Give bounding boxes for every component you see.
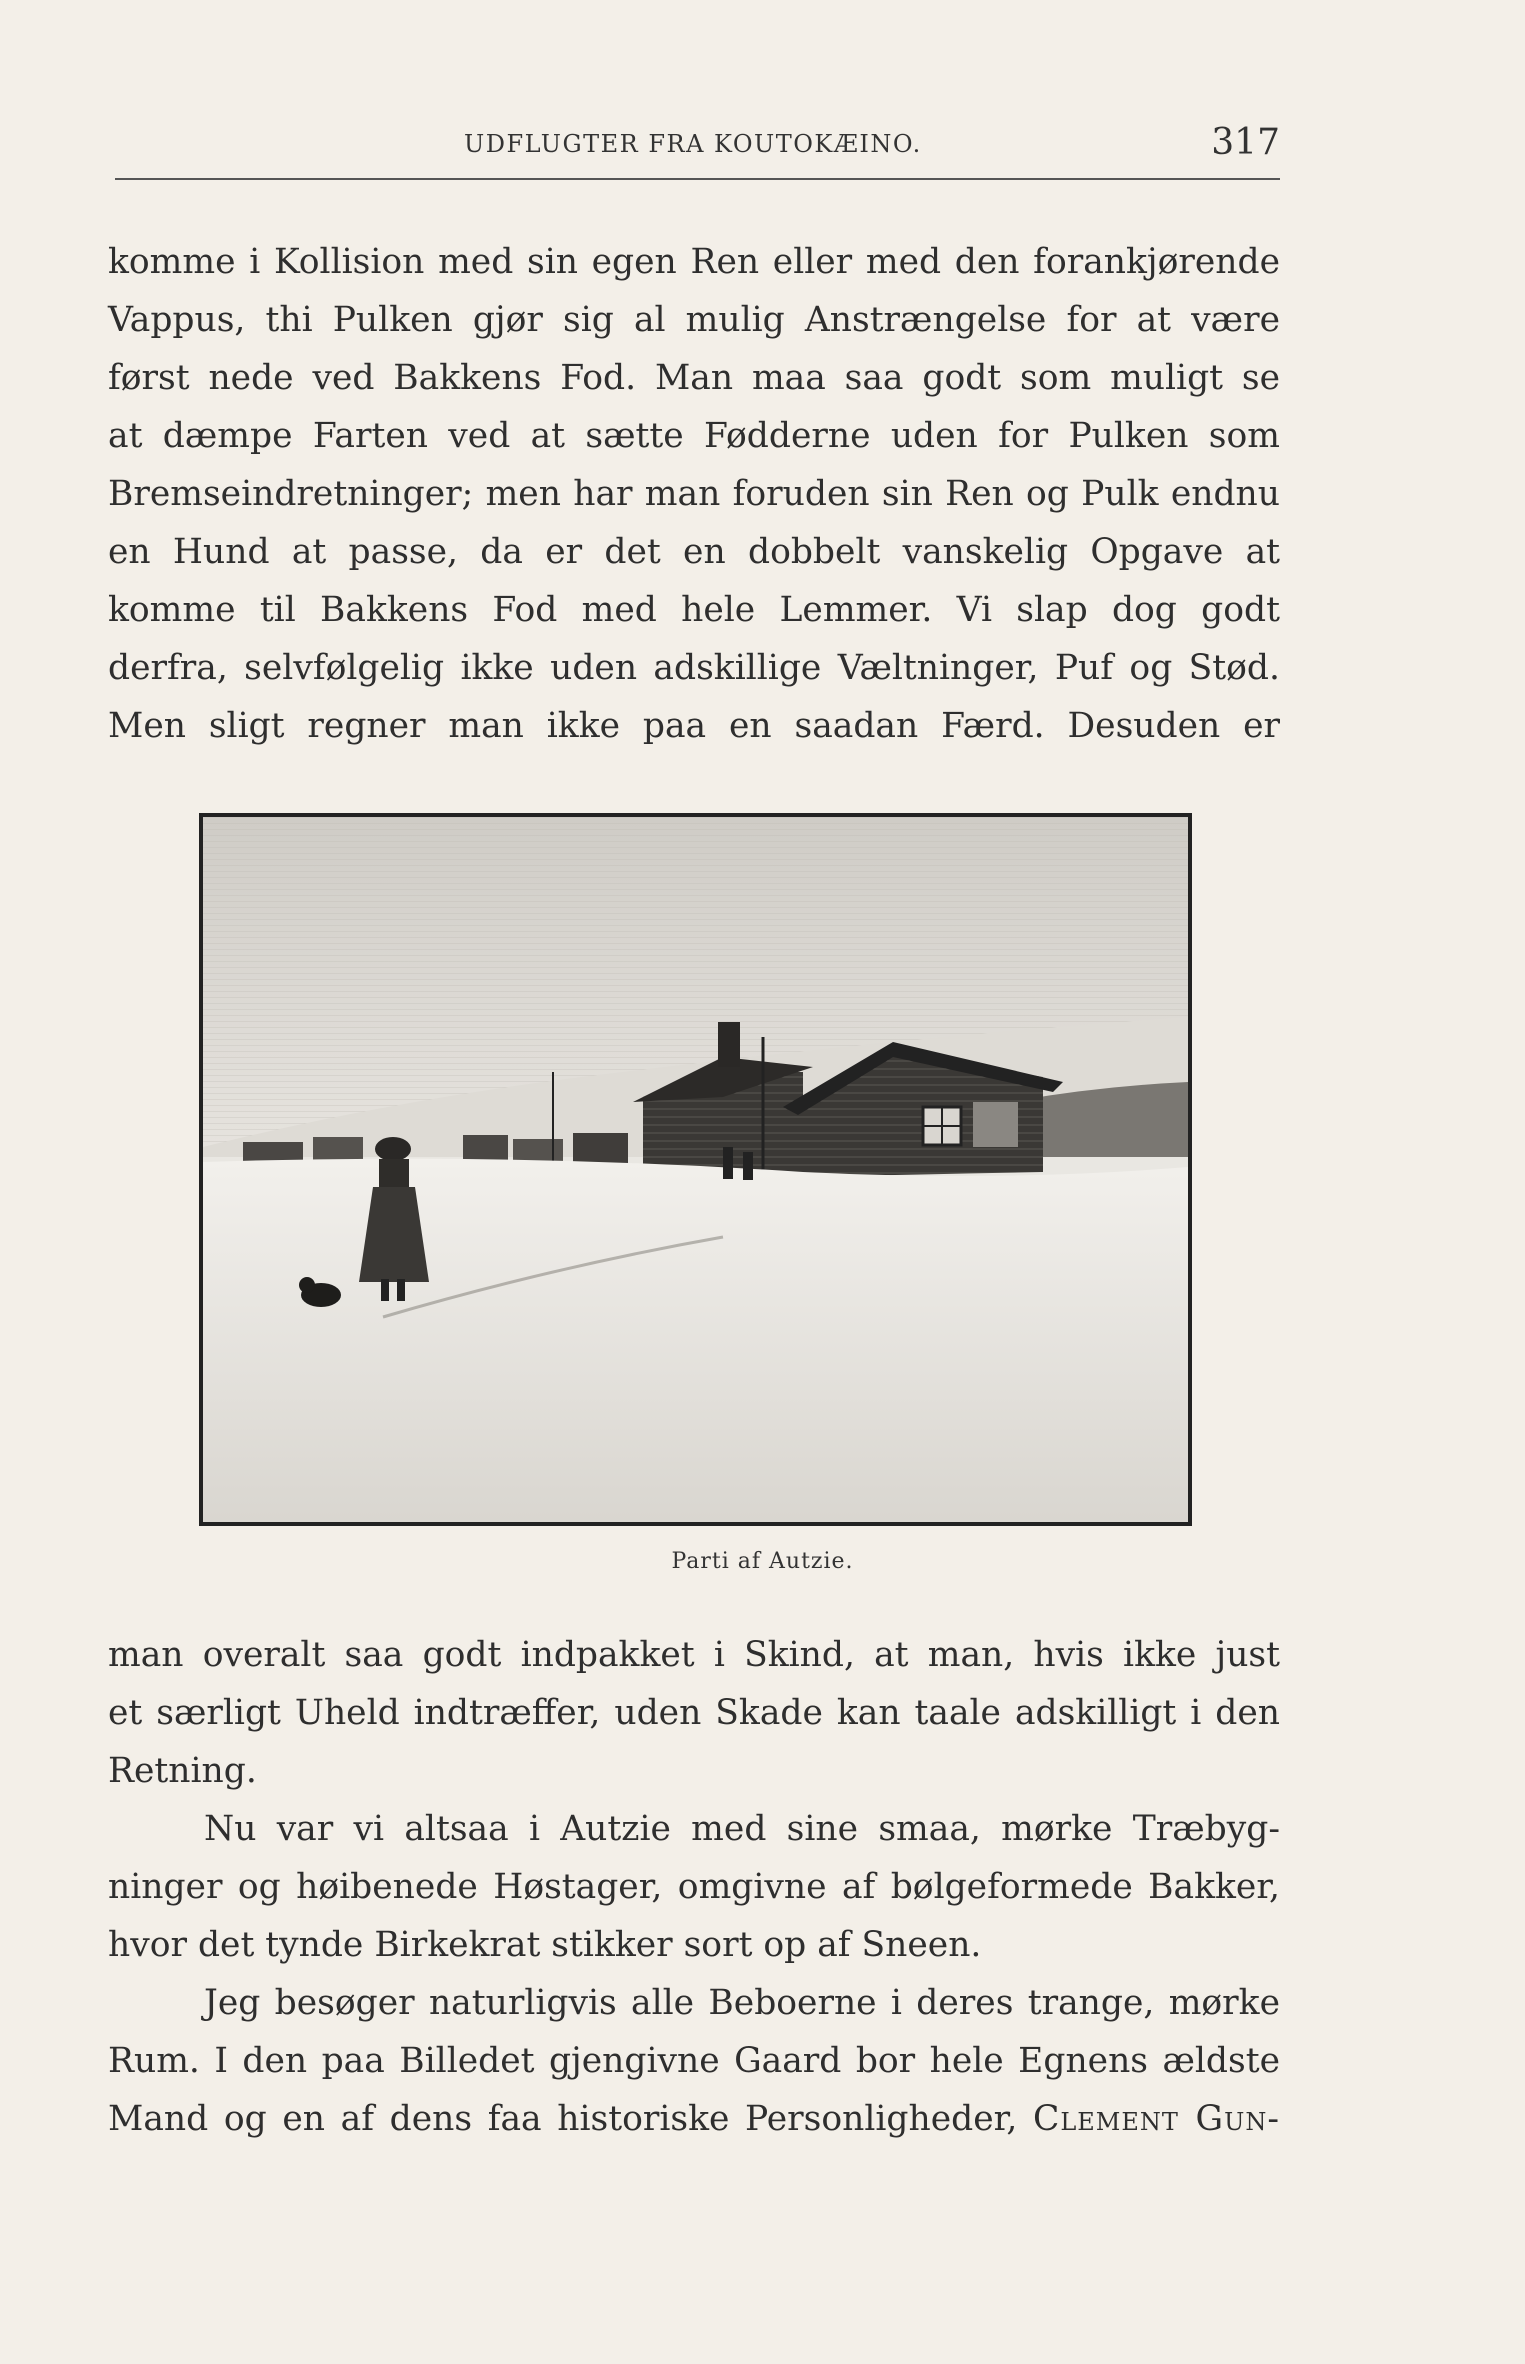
text-line-with-name [108,2090,1280,2148]
engraving-scene [203,817,1188,1522]
page-number: 317 [1211,122,1280,163]
text-line: Rum. I den paa Billedet gjengivne Gaard bor hele Egnens ældste [108,2041,1280,2081]
page-header [108,122,1280,166]
text-line: Retning. [108,1751,257,1791]
paragraph-1 [108,233,1280,755]
text-line: ninger og høibenede Høstager, omgivne af bølgeformede Bakker, [108,1867,1280,1907]
text-line: hvor det tynde Birkekrat stikker sort op af Sneen. [108,1925,982,1965]
text-line: at dæmpe Farten ved at sætte Fødderne uden for Pulken som [108,416,1280,456]
text-fragment: Mand og en af dens faa historiske Personligheder, [108,2099,1018,2139]
text-line: derfra, selvfølgelig ikke uden adskillige Væltninger, Puf og Stød. [108,648,1280,688]
text-line: Men sligt regner man ikke paa en saadan Færd. Desuden er [108,706,1280,746]
text-line: en Hund at passe, da er det en dobbelt vanskelig Opgave at [108,532,1280,572]
text-line: komme i Kollision med sin egen Ren eller med den forankjørende [108,242,1280,282]
text-line: Bremseindretninger; men har man foruden sin Ren og Pulk endnu [108,474,1280,514]
figure-caption: Parti af Autzie. [671,1549,854,1574]
paragraph-2 [108,1626,1280,2148]
text-line: først nede ved Bakkens Fod. Man maa saa godt som muligt se [108,358,1280,398]
text-line: Nu var vi altsaa i Autzie med sine smaa, mørke Træbyg- [204,1809,1280,1849]
text-line: Vappus, thi Pulken gjør sig al mulig Anstrængelse for at være [108,300,1280,340]
running-title: UDFLUGTER FRA KOUTOKÆINO. [464,130,922,158]
text-line: komme til Bakkens Fod med hele Lemmer. Vi slap dog godt [108,590,1280,630]
header-rule [115,178,1280,180]
text-line: man overalt saa godt indpakket i Skind, at man, hvis ikke just [108,1635,1280,1675]
text-line: Jeg besøger naturligvis alle Beboerne i deres trange, mørke [204,1983,1280,2023]
text-line: et særligt Uheld indtræffer, uden Skade kan taale adskilligt i den [108,1693,1280,1733]
person-name: Clement Gun- [1032,2099,1281,2139]
illustration-autzie [199,813,1192,1526]
